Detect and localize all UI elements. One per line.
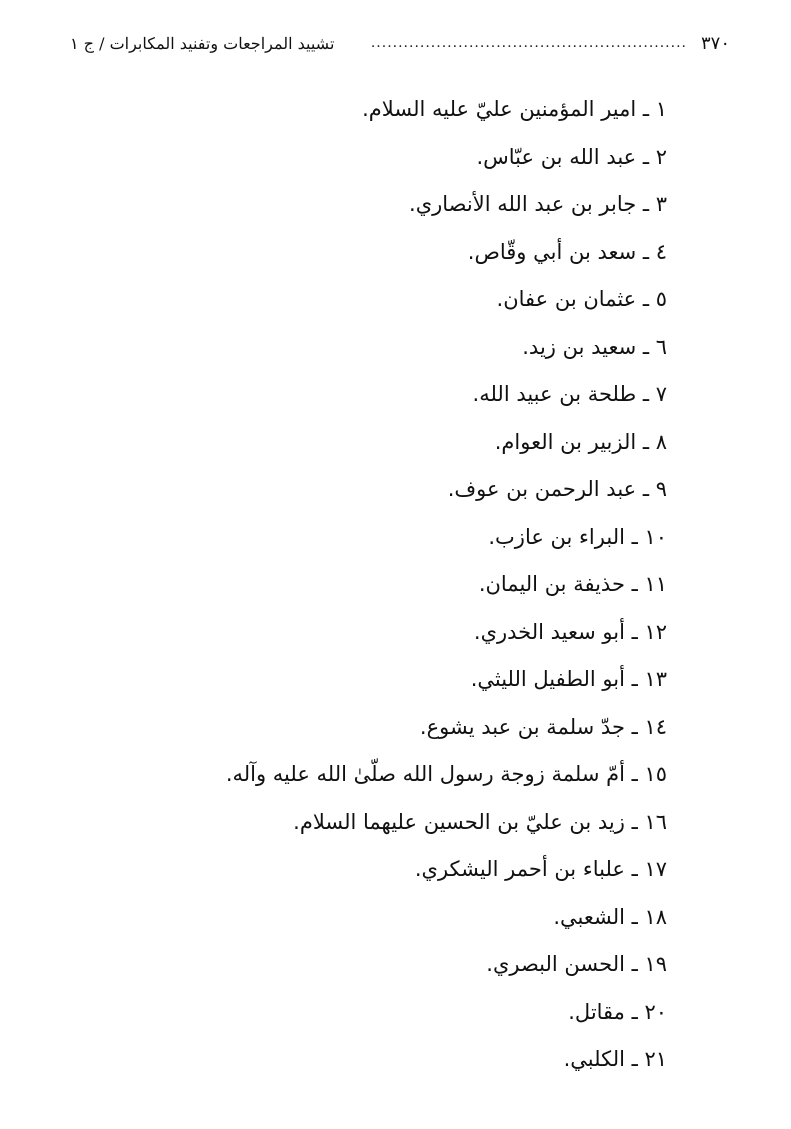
list-item: ١٢ ـ أبو سعيد الخدري. [473, 619, 667, 644]
book-title: تشييد المراجعات وتفنيد المكابرات / ج ١ [70, 33, 335, 53]
list-item: ١٩ ـ الحسن البصري. [486, 952, 667, 976]
page-number: ٣٧٠ [700, 32, 730, 54]
list-item: ١٣ ـ أبو الطفيل الليثي. [470, 667, 667, 691]
list-item: ١١ ـ حذيفة بن اليمان. [478, 572, 667, 596]
list-item: ٧ ـ طلحة بن عبيد الله. [472, 382, 667, 406]
list-item: ١ ـ امير المؤمنين عليّ عليه السلام. [362, 97, 667, 121]
list-item: ٨ ـ الزبير بن العوام. [494, 429, 667, 454]
list-item: ٢٠ ـ مقاتل. [568, 999, 667, 1024]
list-item: ١٥ ـ أمّ سلمة زوجة رسول الله صلّىٰ الله عليه وآله. [225, 762, 667, 786]
list-item: ٦ ـ سعيد بن زيد. [522, 334, 667, 359]
list-item: ١٠ ـ البراء بن عازب. [488, 524, 667, 549]
list-item: ٤ ـ سعد بن أبي وقّاص. [467, 239, 667, 264]
list-item: ٢ ـ عبد الله بن عبّاس. [476, 144, 667, 169]
header-leader-dots: .......................................................... [370, 36, 687, 50]
list-item: ٩ ـ عبد الرحمن بن عوف. [447, 477, 667, 501]
list-item: ٢١ ـ الكلبي. [563, 1047, 667, 1071]
list-item: ١٨ ـ الشعبي. [553, 904, 667, 929]
list-item: ١٧ ـ علباء بن أحمر اليشكري. [414, 857, 667, 881]
running-header [70, 26, 730, 60]
list-item: ٥ ـ عثمان بن عفان. [496, 287, 667, 311]
list-item: ٣ ـ جابر بن عبد الله الأنصاري. [409, 192, 667, 216]
narrators-list [107, 86, 667, 1084]
list-item: ١٤ ـ جدّ سلمة بن عبد يشوع. [419, 714, 667, 739]
list-item: ١٦ ـ زيد بن عليّ بن الحسين عليهما السلام. [293, 809, 667, 834]
